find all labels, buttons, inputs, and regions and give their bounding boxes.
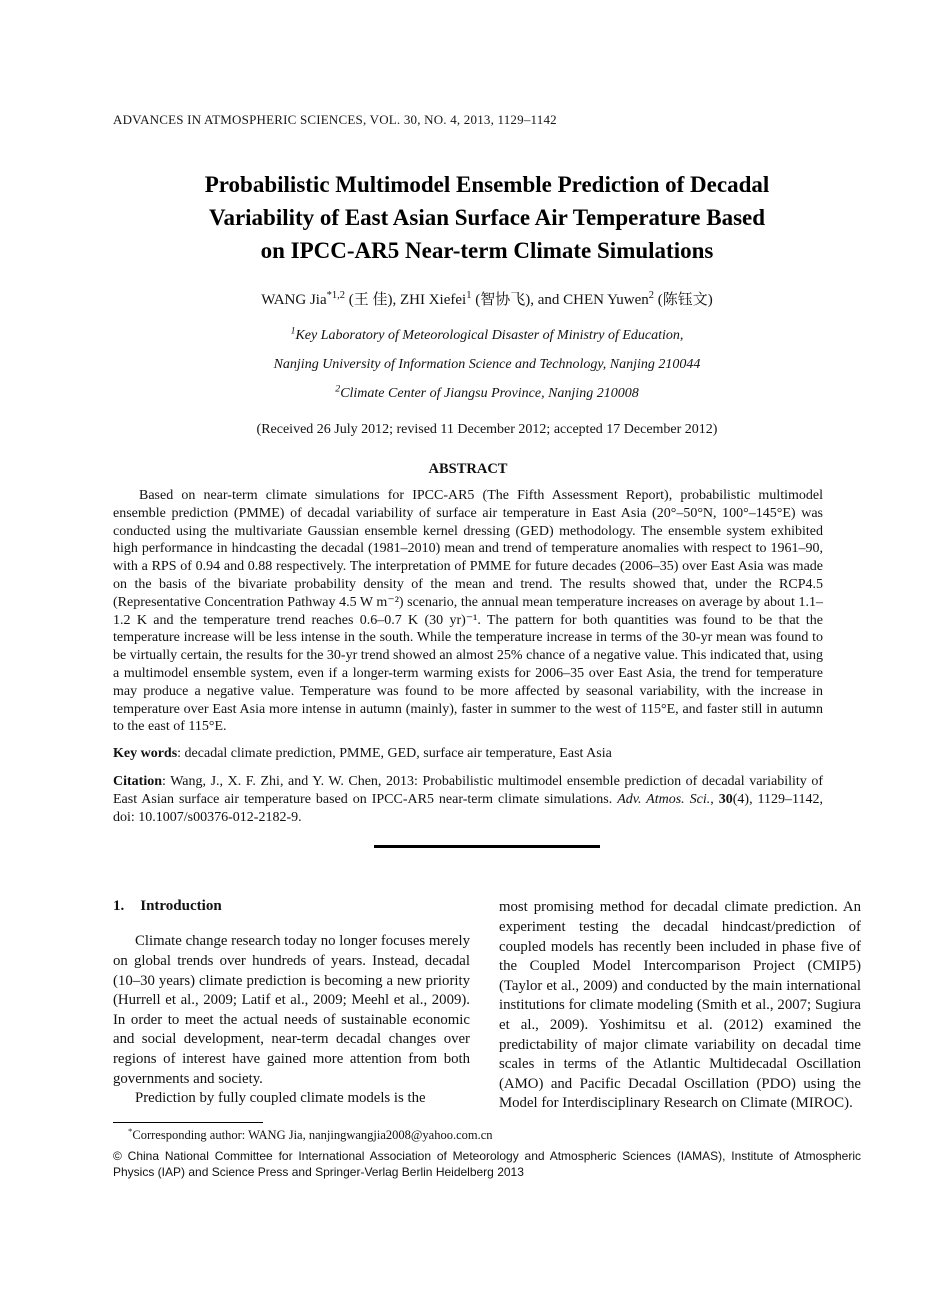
affiliation-1-sup: 1 [290, 325, 296, 337]
abstract-section [113, 461, 823, 826]
author-sup-zhi: 1 [466, 290, 472, 301]
page-content [113, 0, 861, 1180]
author-sup-wang: *1,2 [326, 290, 345, 301]
affiliation-1-line-1 [113, 325, 861, 344]
abstract-text: Based on near-term climate simulations for IPCC-AR5 (The Fifth Assessment Report), probabilistic multimodel ensemble prediction (PMME) of decadal variability of surface air temperature in East Asia (20°–50°N, 100°–145°E) was conducted using the multivariate Gaussian ensemble kernel dressing (GED) methodology. The ensemble system exhibited high performance in hindcasting the decadal (1981–2010) mean and trend of temperature anomalies with respect to 1961–90, with a RPS of 0.94 and 0.88 respectively. The interpretation of PMME for future decades (2006–35) over East Asia was made on the basis of the bivariate probability density of the mean and trend. The results showed that, under the RCP4.5 (Representative Concentration Pathway 4.5 W m⁻²) scenario, the annual mean temperature increases on average by about 1.1–1.2 K and the temperature trend reaches 0.6–0.7 K (30 yr)⁻¹. The pattern for both quantities was found to be that the temperature increase will be less intense in the south. While the temperature increase in terms of the 30-yr mean was found to be virtually certain, the results for the 30-yr trend showed an almost 25% chance of a negative value. This indicated that, using a multimodel ensemble system, even if a longer-term warming exists for 2006–35 over East Asia, the trend for temperature may produce a negative value. Temperature was found to be more affected by seasonal variability, with the increase in temperature over East Asia more intense in autumn (mainly), faster in summer to the west of 115°E, and faster still in autumn to the east of 115°E. [113, 488, 823, 735]
affiliation-2-line [113, 383, 861, 402]
affiliation-block [113, 325, 861, 402]
corresponding-author-text: Corresponding author: WANG Jia, nanjingwangjia2008@yahoo.com.cn [132, 1127, 493, 1142]
affiliation-2-sup: 2 [335, 383, 341, 395]
affiliation-1-line-2: Nanjing University of Information Science and Technology, Nanjing 210044 [273, 357, 701, 372]
section-divider-rule [374, 845, 600, 848]
author-cjk-wang: (王 佳), [344, 292, 400, 308]
title-line-2: Variability of East Asian Surface Air Temperature Based [208, 205, 766, 230]
author-sup-chen: 2 [648, 290, 655, 301]
keywords-line [113, 745, 823, 763]
copyright-line: © China National Committee for International Association of Meteorology and Atmospheric Sciences (IAMAS), Institute of Atmospheric Physics (IAP) and Science Press and Springer-Verlag Berlin Heidelberg 2013 [113, 1148, 861, 1179]
author-name-chen: CHEN Yuwen [563, 292, 649, 308]
footnote-area [113, 1122, 861, 1180]
keywords-label: Key words [113, 746, 178, 762]
author-name-wang: WANG Jia [261, 292, 327, 308]
footnote-rule [113, 1122, 263, 1123]
author-cjk-zhi: (智协飞), and [471, 292, 564, 308]
affiliation-2-text: Climate Center of Jiangsu Province, Nanjing 210008 [340, 386, 639, 401]
title-line-1: Probabilistic Multimodel Ensemble Prediction of Decadal [204, 172, 770, 197]
section-number: 1. [113, 898, 125, 915]
author-line [113, 288, 861, 309]
citation-separator: , [710, 791, 719, 807]
author-cjk-chen: (陈钰文) [654, 292, 713, 308]
right-column [499, 898, 861, 1114]
two-column-body [113, 898, 861, 1114]
keywords-text: : decadal climate prediction, PMME, GED, surface air temperature, East Asia [177, 746, 612, 762]
paper-title [113, 168, 861, 267]
footnote-asterisk: * [128, 1125, 133, 1136]
citation-volume: 30 [718, 791, 733, 807]
title-line-3: on IPCC-AR5 Near-term Climate Simulations [260, 238, 714, 263]
journal-header: ADVANCES IN ATMOSPHERIC SCIENCES, VOL. 30, NO. 4, 2013, 1129–1142 [113, 112, 557, 127]
left-column [113, 898, 470, 1114]
citation-label: Citation [113, 773, 162, 789]
section-heading-introduction [113, 898, 470, 915]
abstract-heading: ABSTRACT [428, 461, 508, 477]
corresponding-author-line [113, 1125, 861, 1143]
citation-text-1: : Wang, J., X. F. Zhi, and Y. W. Chen, 2013: Probabilistic multimodel ensemble prediction of decadal variability of East Asian surface air temperature based on IPCC-AR5 near-term climate simulations. [113, 773, 823, 807]
intro-paragraph-2-continued: most promising method for decadal climate prediction. An experiment testing the decadal hindcast/prediction of coupled models has recently been included in phase five of the Coupled Model Intercomparison Project (CMIP5) (Taylor et al., 2009) and conducted by the main international institutions for climate modeling (Smith et al., 2007; Sugiura et al., 2009). Yoshimitsu et al. (2012) examined the predictability of major climate variability on decadal time scales in terms of the Atlantic Multidecadal Oscillation (AMO) and Pacific Decadal Oscillation (PDO) using the Model for Interdisciplinary Research on Climate (MIROC). [499, 899, 861, 1112]
section-title: Introduction [140, 898, 222, 915]
intro-paragraph-2: Prediction by fully coupled climate models is the [135, 1090, 426, 1107]
received-dates-line: (Received 26 July 2012; revised 11 December 2012; accepted 17 December 2012) [256, 422, 718, 437]
citation-block [113, 773, 823, 826]
intro-paragraph-1: Climate change research today no longer focuses merely on global trends over hundreds of years. Instead, decadal (10–30 years) climate prediction is becoming a new priority (Hurrell et al., 2009; Latif et al., 2009; Meehl et al., 2009). In order to meet the actual needs of sustainable economic and social development, near-term decadal changes over regions of interest have gained more attention from both governments and society. [113, 933, 470, 1087]
citation-text-2: (4), 1129–1142, doi: 10.1007/s00376-012-2182-9. [113, 791, 824, 825]
citation-journal-name: Adv. Atmos. Sci. [617, 791, 711, 807]
author-name-zhi: ZHI Xiefei [399, 292, 467, 308]
affiliation-1-text: Key Laboratory of Meteorological Disaster of Ministry of Education, [295, 328, 684, 343]
